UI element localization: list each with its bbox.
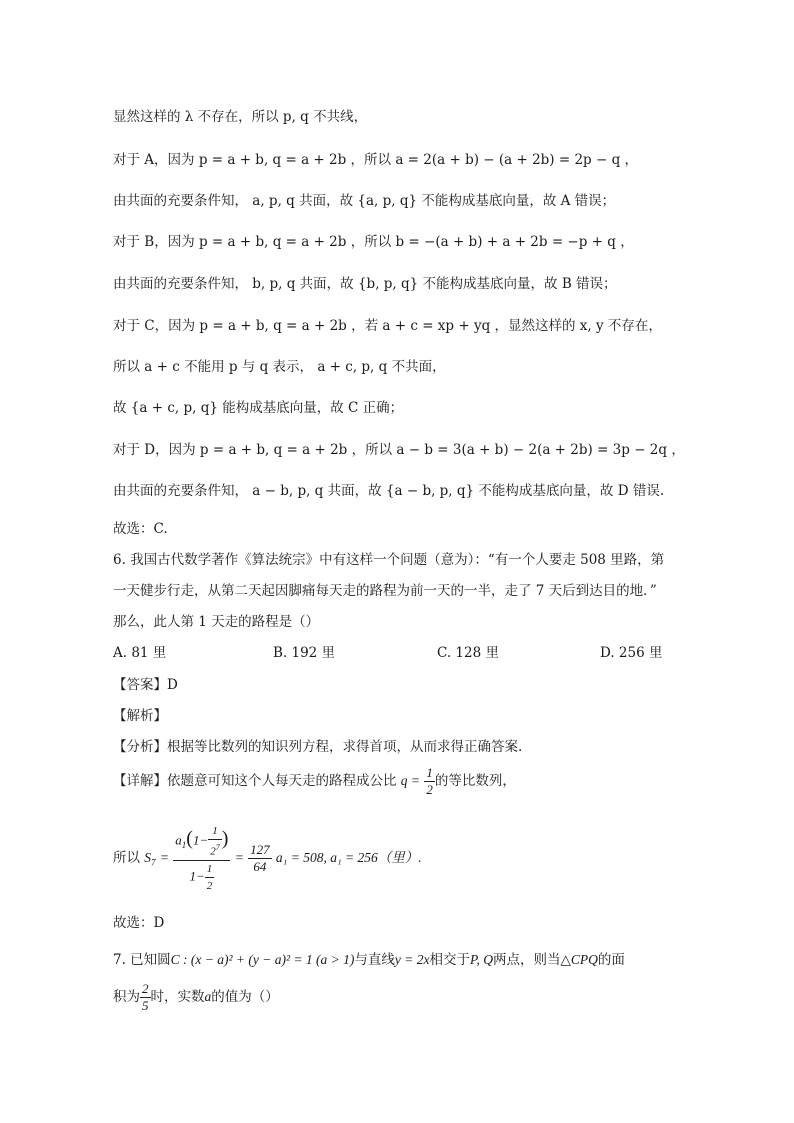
line-10: 由共面的充要条件知， a − b, p, q 共面，故 {a − b, p, q} 不能构成基底向量，故 D 错误. [113,483,665,499]
xiangjie-line [113,765,516,798]
final-choice: 故选：D [113,915,165,931]
choice-d: D. 256 里 [600,645,663,661]
fenxi-line [113,737,522,757]
sum-mid-fraction [248,842,272,875]
question-7-line-1: 7. 已知圆C : (x − a)² + (y − a)² = 1 (a > 1)与直线y = 2x相交于P, Q两点，则当△CPQ的面 [113,952,625,968]
line-8: 故 {a + c, p, q} 能构成基底向量，故 C 正确； [113,400,404,416]
line-7: 所以 a + c 不能用 p 与 q 表示， a + c, p, q 不共面， [113,359,446,375]
ratio-numerator: 1 [426,765,433,780]
sum-lhs: $S_7$ [144,850,156,868]
line-4: 对于 B，因为 p = a + b, q = a + 2b ，所以 b = −(a + b) + a + 2b = −p + q ， [113,234,634,250]
answer-tag: 【答案】 [113,677,167,693]
circle-equation: C : (x − a)² + (y − a)² = 1 (a > 1) [170,952,355,967]
question-6-line-3: 那么，此人第 1 天走的路程是（） [113,614,320,630]
choice-a: A. 81 里 [113,645,167,661]
sum-big-denominator: 1− $\frac{1}{2}$ [189,862,213,892]
line-2: 对于 A，因为 p = a + b, q = a + 2b ，所以 a = 2(a + b) − (a + 2b) = 2p − q ， [113,152,639,168]
ratio-denominator: 2 [426,782,433,797]
sum-big-numerator: $a_1(1-$ $\frac{1}{2^7}$ ) [173,823,230,861]
fenxi-text: 根据等比数列的知识列方程，求得首项，从而求得正确答案. [167,739,523,755]
analysis-line [113,706,167,726]
sum-prefix: 所以 [113,850,140,866]
sum-lhs-sub: 7 [151,857,156,868]
sum-mid-numerator: 127 [250,842,270,857]
sum-formula: 所以 $S_7$ = $a_1(1-$ $\frac{1}{2^7}$ ) 1− $\frac{1}{2}$ = $\frac{127}{64}$ a₁ = 508, a₁ = 256（里）. [113,825,422,892]
analysis-tag: 【解析】 [113,708,167,724]
points-pq: P, Q [470,952,494,967]
line-1: 显然这样的 λ 不存在，所以 p, q 不共线， [113,109,368,125]
area-fraction: $\frac{2}{5}$ [142,981,149,1013]
xiangjie-tag: 【详解】 [113,773,167,789]
sum-rest: a₁ = 508, a₁ = 256（里）. [275,850,422,865]
question-6-line-1: 6. 我国古代数学著作《算法统宗》中有这样一个问题（意为）：“有一个人要走 508 里路，第 [113,552,665,568]
choice-b: B. 192 里 [273,645,336,661]
line-9: 对于 D，因为 p = a + b, q = a + 2b ，所以 a − b = 3(a + b) − 2(a + 2b) = 3p − 2q ， [113,442,685,458]
ratio-fraction [424,765,435,798]
fenxi-tag: 【分析】 [113,739,167,755]
sum-big-fraction [173,823,230,894]
line-3: 由共面的充要条件知， a, p, q 共面，故 {a, p, q} 不能构成基底向量，故 A 错误； [113,193,616,209]
line-6: 对于 C，因为 p = a + b, q = a + 2b ，若 a + c = xp + yq ，显然这样的 x, y 不存在， [113,318,662,334]
sum-mid-denominator: 64 [253,859,267,874]
ratio-q: q = [400,773,421,788]
line-11: 故选：C. [113,521,168,537]
line-equation: y = 2x [394,952,430,967]
answer-line [113,675,178,695]
question-6-line-2: 一天健步行走，从第二天起因脚痛每天走的路程为前一天的一半，走了 7 天后到达目的地．” [113,583,657,599]
line-5: 由共面的充要条件知， b, p, q 共面，故 {b, p, q} 不能构成基底向量，故 B 错误； [113,276,617,292]
triangle-cpq: △CPQ [560,952,598,967]
choice-c: C. 128 里 [437,645,499,661]
xiangjie-text-1: 依题意可知这个人每天走的路程成公比 [167,773,397,789]
xiangjie-text-2: 的等比数列， [434,773,516,789]
answer-value: D [167,677,178,693]
question-7-line-2: 积为 $\frac{2}{5}$ 时，实数a的值为（） [113,981,279,1013]
